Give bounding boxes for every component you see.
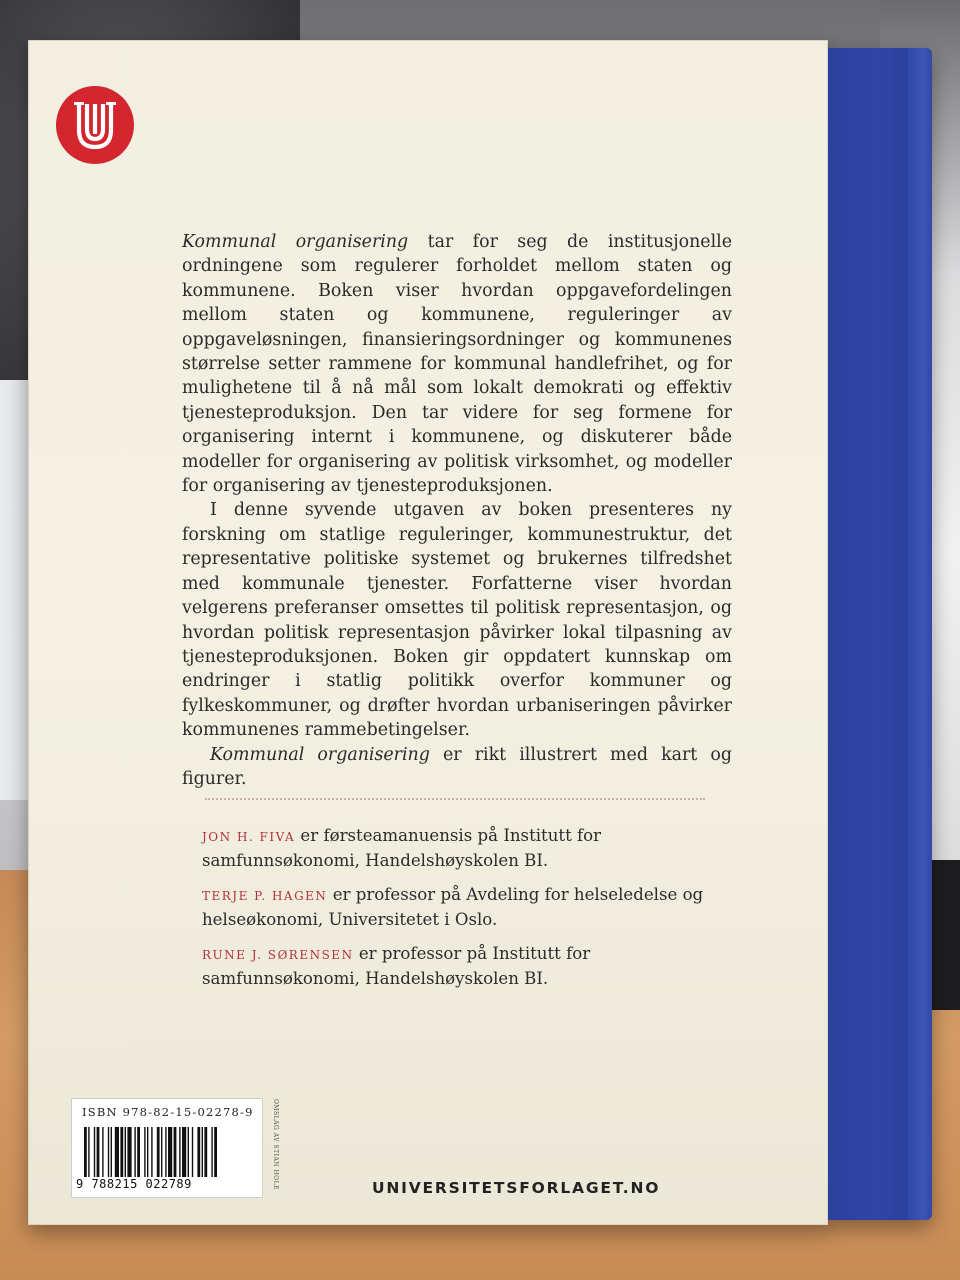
author-name: RUNE J. SØRENSEN [202, 948, 354, 962]
publisher-url: UNIVERSITETSFORLAGET.NO [372, 1179, 661, 1197]
barcode-label [71, 1098, 263, 1198]
barcode-bar [214, 1127, 217, 1177]
back-cover [28, 40, 828, 1225]
book-title-italic-2: Kommunal organisering [210, 744, 430, 765]
barcode-bar [192, 1127, 193, 1177]
book [28, 40, 932, 1225]
author-list [202, 824, 732, 1001]
author-bio: er førsteamanuensis på Institutt for samfunnsøkonomi, Handelshøyskolen BI. [202, 826, 602, 870]
barcode-bar [115, 1127, 119, 1177]
barcode-bar [157, 1127, 160, 1177]
author-name: JON H. FIVA [202, 830, 296, 844]
barcode-bar [147, 1127, 148, 1177]
u-logo-icon [65, 98, 125, 152]
dotted-divider [205, 798, 705, 800]
author-bio: er professor på Institutt for samfunnsøkonomi, Handelshøyskolen BI. [202, 944, 591, 988]
blurb [182, 230, 732, 791]
barcode-bar [134, 1127, 135, 1177]
barcode-bar [120, 1127, 123, 1177]
blurb-paragraph-1 [182, 230, 732, 498]
barcode-bar [174, 1127, 177, 1177]
barcode-bar [188, 1127, 189, 1177]
barcode-bar [84, 1127, 87, 1177]
barcode-bar [161, 1127, 162, 1177]
barcode-bar [211, 1127, 212, 1177]
author-entry [202, 824, 732, 873]
barcode-bar [111, 1127, 112, 1177]
barcode-bar [144, 1127, 145, 1177]
barcode-bar [127, 1127, 131, 1177]
book-title-italic: Kommunal organisering [182, 232, 409, 252]
author-name: TERJE P. HAGEN [202, 889, 328, 903]
barcode-bar [88, 1127, 89, 1177]
barcode-bar [182, 1127, 186, 1177]
cover-credit: OMSLAG AV STIAN HOLE [272, 1099, 279, 1190]
blurb-text-3: er rikt illustrert med kart og figurer. [182, 744, 732, 789]
author-entry [202, 942, 732, 991]
barcode-bar [102, 1127, 103, 1177]
barcode-digits: 9 788215 022789 [76, 1177, 192, 1191]
book-spine-edge [908, 48, 932, 1220]
blurb-text-1: tar for seg de institusjonelle ordningene som regulerer forholdet mellom staten og kommunene. Boken viser hvordan oppgavefordelingen mellom staten og kommunene, reguleringer av oppgaveløsningen, finansieringsordninger og kommunenes størrelse setter rammene for kommunal handlefrihet, og for mulighetene til å nå mål som lokalt demokrati og effektiv tjenesteproduksjon. Den tar videre for seg formene for organisering internt i kommunene, og diskuterer både modeller for organisering av politisk virksomhet, og modeller for organisering av tjenesteproduksjonen. [182, 232, 732, 497]
barcode-bar [94, 1127, 95, 1177]
barcode-bar [108, 1127, 109, 1177]
universitetsforlaget-logo-icon [56, 86, 134, 164]
author-bio: er professor på Avdeling for helseledelse og helseøkonomi, Universitetet i Oslo. [202, 885, 704, 929]
barcode-bar [204, 1127, 207, 1177]
blurb-paragraph-3 [182, 743, 732, 792]
blurb-text-2: I denne syvende utgaven av boken presenteres ny forskning om statlige reguleringer, kommunestruktur, det representative politiske systemet og brukernes tilfredshet med kommunale tjenester. Forfatterne viser hvordan velgerens preferanser omsettes til politisk representasjon, og hvordan politisk representasjon påvirker lokal tilpasning av tjenesteproduksjonen. Boken gir oppdatert kunnskap om endringer i statlig politikk overfor kommuner og fylkeskommuner, og drøfter hvordan urbaniseringen påvirker kommunenes rammebetingelser. [182, 500, 732, 741]
barcode-bar [151, 1127, 152, 1177]
barcode-icon [84, 1127, 252, 1177]
blurb-paragraph-2 [182, 498, 732, 742]
barcode-bar [168, 1127, 172, 1177]
barcode-bar [137, 1127, 140, 1177]
author-entry [202, 883, 732, 932]
barcode-bar [197, 1127, 200, 1177]
barcode-bar [165, 1127, 166, 1177]
barcode-bar [179, 1127, 180, 1177]
isbn-text: ISBN 978-82-15-02278-9 [82, 1105, 254, 1119]
barcode-bar [97, 1127, 100, 1177]
barcode-bar [202, 1127, 203, 1177]
barcode-bar [125, 1127, 126, 1177]
